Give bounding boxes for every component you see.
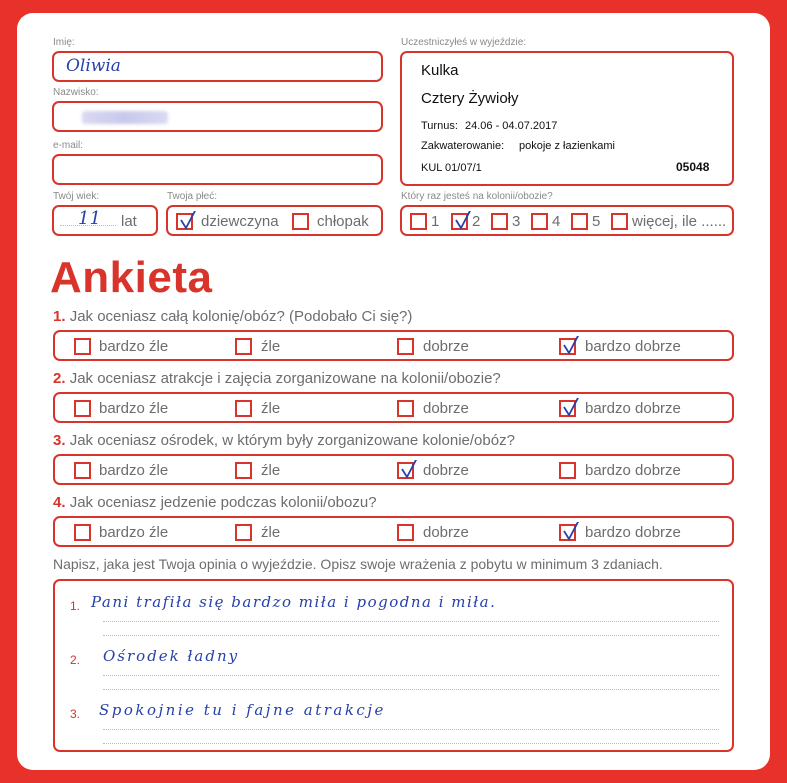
rating-checkbox[interactable] (397, 462, 414, 479)
rating-option-very-good: bardzo dobrze (585, 338, 681, 355)
times-checkbox-4[interactable] (531, 213, 548, 230)
turnus-label: Turnus: (421, 120, 458, 132)
sex-option-boy: chłopak (317, 213, 369, 230)
survey-title: Ankieta (50, 253, 213, 302)
rating-option-very-good: bardzo dobrze (585, 462, 681, 479)
rating-checkbox[interactable] (397, 338, 414, 355)
accommodation-value: pokoje z łazienkami (519, 140, 615, 152)
age-field[interactable] (52, 205, 158, 236)
checkmark-icon (399, 460, 421, 482)
times-option-1: 1 (431, 213, 440, 230)
rating-option-bad: źle (261, 462, 281, 479)
rating-checkbox[interactable] (74, 524, 91, 541)
camp-name: Cztery Żywioły (421, 90, 519, 107)
rating-option-good: dobrze (423, 524, 469, 541)
times-checkbox-3[interactable] (491, 213, 508, 230)
opinion-line (103, 675, 719, 676)
opinion-line (103, 743, 719, 744)
question-text: Jak oceniasz ośrodek, w którym były zorganizowane kolonie/obóz? (69, 432, 515, 449)
sex-label: Twoja płeć: (167, 191, 218, 202)
trip-info-box (400, 51, 734, 186)
times-checkbox-2[interactable] (451, 213, 468, 230)
sex-checkbox-boy[interactable] (292, 213, 309, 230)
surname-label: Nazwisko: (53, 87, 99, 98)
question-number: 2. (53, 370, 66, 387)
rating-checkbox[interactable] (235, 338, 252, 355)
opinion-text-2: Ośrodek ładny (103, 647, 240, 665)
question-number: 1. (53, 308, 66, 325)
rating-row-4 (53, 516, 734, 547)
question-4 (53, 494, 377, 511)
rating-checkbox[interactable] (74, 400, 91, 417)
rating-checkbox[interactable] (559, 462, 576, 479)
rating-checkbox[interactable] (559, 338, 576, 355)
rating-option-very-good: bardzo dobrze (585, 524, 681, 541)
opinion-number-3: 3. (70, 707, 81, 721)
email-label: e-mail: (53, 140, 84, 151)
times-option-5: 5 (592, 213, 601, 230)
opinion-line (103, 621, 719, 622)
rating-option-very-bad: bardzo źle (99, 524, 169, 541)
times-checkbox-5[interactable] (571, 213, 588, 230)
opinion-line (103, 689, 719, 690)
opinion-box[interactable] (53, 579, 734, 752)
turnus-value: 24.06 - 04.07.2017 (465, 120, 558, 132)
checkmark-icon (561, 398, 583, 420)
question-text: Jak oceniasz jedzenie podczas kolonii/obozu? (69, 494, 377, 511)
surname-field[interactable] (52, 101, 383, 132)
name-field[interactable] (52, 51, 383, 82)
rating-checkbox[interactable] (235, 400, 252, 417)
rating-option-bad: źle (261, 338, 281, 355)
times-option-3: 3 (512, 213, 521, 230)
question-1 (53, 308, 412, 325)
times-checkbox-1[interactable] (410, 213, 427, 230)
rating-row-2 (53, 392, 734, 423)
rating-option-very-bad: bardzo źle (99, 338, 169, 355)
opinion-text-1: Pani trafiła się bardzo miła i pogodna i miła. (91, 593, 497, 611)
participated-label: Uczestniczyłeś w wyjeździe: (401, 37, 527, 48)
rating-checkbox[interactable] (397, 524, 414, 541)
trip-number: 05048 (676, 160, 710, 174)
times-option-4: 4 (552, 213, 561, 230)
accommodation-label: Zakwaterowanie: (421, 140, 505, 152)
rating-row-1 (53, 330, 734, 361)
age-value: 11 (78, 208, 101, 229)
rating-checkbox[interactable] (235, 462, 252, 479)
times-label: Który raz jesteś na kolonii/obozie? (401, 191, 553, 202)
rating-option-bad: źle (261, 524, 281, 541)
rating-option-good: dobrze (423, 400, 469, 417)
opinion-prompt: Napisz, jaka jest Twoja opinia o wyjeździe. Opisz swoje wrażenia z pobytu w minimum 3 zdaniach. (53, 556, 663, 572)
rating-option-very-bad: bardzo źle (99, 462, 169, 479)
rating-checkbox[interactable] (235, 524, 252, 541)
checkmark-icon (178, 211, 200, 233)
age-label: Twój wiek: (53, 191, 100, 202)
age-unit: lat (121, 213, 137, 230)
question-number: 4. (53, 494, 66, 511)
times-field (400, 205, 734, 236)
opinion-number-2: 2. (70, 653, 81, 667)
opinion-line (103, 635, 719, 636)
times-option-more: więcej, ile ...... (632, 213, 727, 230)
opinion-text-3: Spokojnie tu i fajne atrakcje (99, 701, 386, 719)
times-option-2: 2 (472, 213, 481, 230)
rating-row-3 (53, 454, 734, 485)
checkmark-icon (561, 336, 583, 358)
rating-option-good: dobrze (423, 338, 469, 355)
rating-checkbox[interactable] (559, 400, 576, 417)
rating-option-bad: źle (261, 400, 281, 417)
sex-field (166, 205, 383, 236)
company-name: Kulka (421, 62, 459, 79)
question-3 (53, 432, 515, 449)
survey-card (17, 13, 770, 770)
trip-code: KUL 01/07/1 (421, 162, 482, 174)
question-2 (53, 370, 501, 387)
rating-option-very-good: bardzo dobrze (585, 400, 681, 417)
rating-checkbox[interactable] (74, 338, 91, 355)
times-checkbox-more[interactable] (611, 213, 628, 230)
sex-checkbox-girl[interactable] (176, 213, 193, 230)
rating-checkbox[interactable] (74, 462, 91, 479)
question-text: Jak oceniasz całą kolonię/obóz? (Podobało Ci się?) (69, 308, 413, 325)
opinion-number-1: 1. (70, 599, 81, 613)
surname-redacted (82, 111, 168, 124)
opinion-line (103, 729, 719, 730)
rating-checkbox[interactable] (397, 400, 414, 417)
rating-option-good: dobrze (423, 462, 469, 479)
name-label: Imię: (53, 37, 75, 48)
email-field[interactable] (52, 154, 383, 185)
question-number: 3. (53, 432, 66, 449)
question-text: Jak oceniasz atrakcje i zajęcia zorganizowane na kolonii/obozie? (69, 370, 501, 387)
rating-checkbox[interactable] (559, 524, 576, 541)
sex-option-girl: dziewczyna (201, 213, 279, 230)
rating-option-very-bad: bardzo źle (99, 400, 169, 417)
name-value: Oliwia (66, 56, 121, 76)
checkmark-icon (561, 522, 583, 544)
